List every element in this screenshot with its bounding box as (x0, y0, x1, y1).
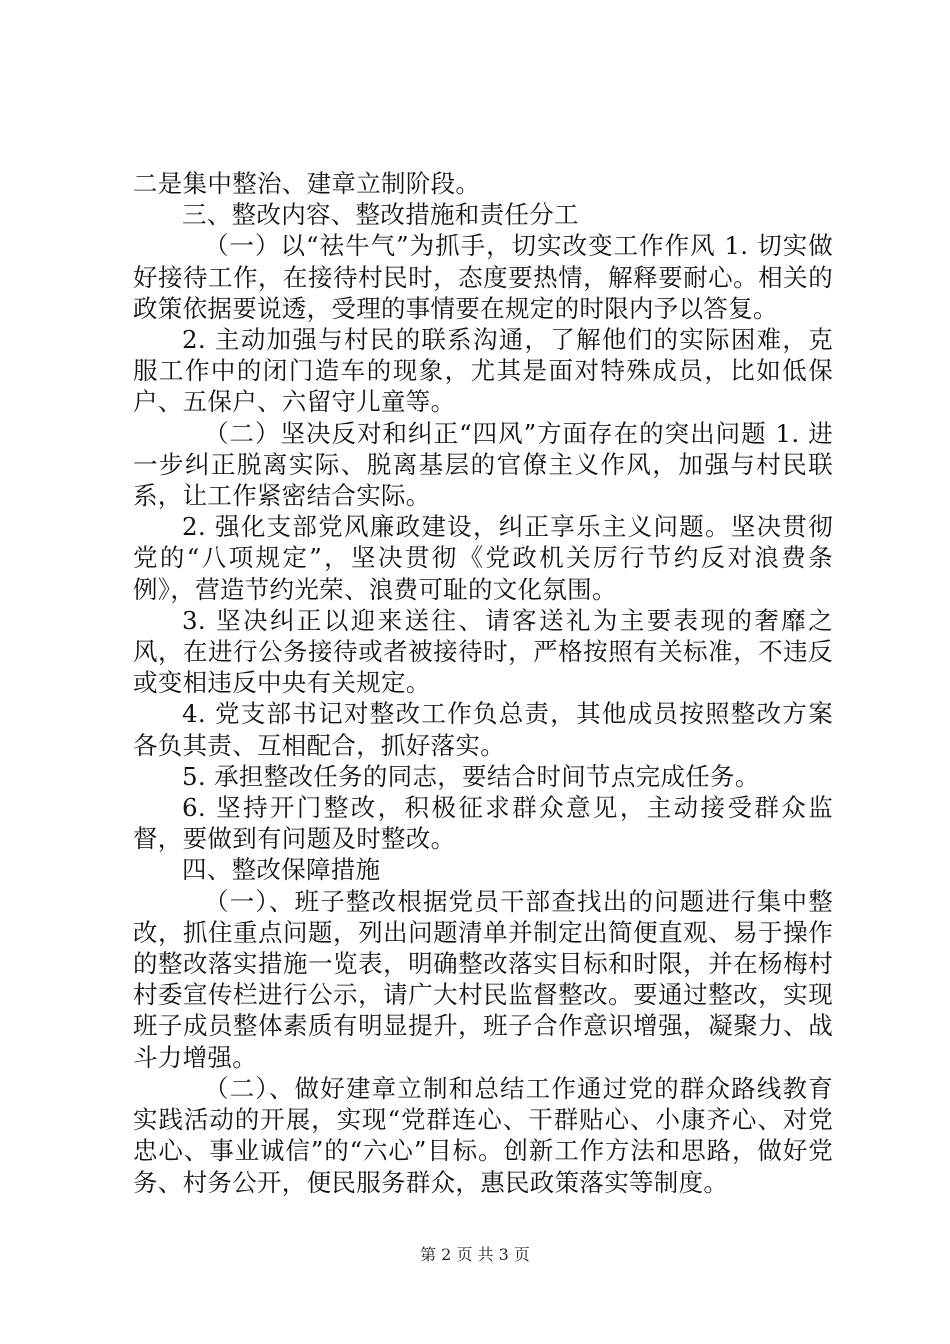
paragraph-item-1-1: （一）以“祛牛气”为抓手，切实改变工作作风 1. 切实做好接待工作，在接待村民时，态度要热情，解释要耐心。相关的政策依据要说透，受理的事情要在规定的时限内予以答复。 (133, 231, 833, 323)
section-heading-four: 四、整改保障措施 (182, 855, 381, 885)
paragraph-item-2-5: 5. 承担整改任务的同志，要结合时间节点完成任务。 (182, 761, 760, 791)
page-footer: 第 2 页 共 3 页 (420, 1245, 530, 1264)
paragraph-item-1-2: 2. 主动加强与村民的联系沟通，了解他们的实际困难，克服工作中的闭门造车的现象，尤其是面对特殊成员，比如低保户、五保户、六留守儿童等。 (133, 325, 833, 417)
paragraph-item-2-4: 4. 党支部书记对整改工作负总责，其他成员按照整改方案各负其责、互相配合，抓好落实。 (133, 699, 833, 760)
document-body (133, 168, 833, 1198)
paragraph-item-2-3: 3. 坚决纠正以迎来送往、请客送礼为主要表现的奢靡之风，在进行公务接待或者被接待时，严格按照有关标准，不违反或变相违反中央有关规定。 (133, 605, 833, 698)
section-heading-three: 三、整改内容、整改措施和责任分工 (182, 200, 579, 230)
paragraph-item-2-1: （二）坚决反对和纠正“四风”方面存在的突出问题 1. 进一步纠正脱离实际、脱离基层的官僚主义作风，加强与村民联系，让工作紧密结合实际。 (133, 418, 833, 511)
paragraph-guarantee-2: （二）、做好建章立制和总结工作通过党的群众路线教育实践活动的开展，实现“党群连心、干群贴心、小康齐心、对党忠心、事业诚信”的“六心”目标。创新工作方法和思路，做好党务、村务公开，便民服务群众，惠民政策落实等制度。 (133, 1073, 833, 1197)
paragraph-item-2-2: 2. 强化支部党风廉政建设，纠正享乐主义问题。坚决贯彻党的“八项规定”，坚决贯彻《党政机关厉行节约反对浪费条例》，营造节约光荣、浪费可耻的文化氛围。 (133, 512, 833, 604)
paragraph-guarantee-1: （一）、班子整改根据党员干部查找出的问题进行集中整改，抓住重点问题，列出问题清单并制定出简便直观、易于操作的整改落实措施一览表，明确整改落实目标和时限，并在杨梅村村委宣传栏进行公示，请广大村民监督整改。要通过整改，实现班子成员整体素质有明显提升，班子合作意识增强，凝聚力、战斗力增强。 (133, 886, 833, 1072)
paragraph-stage-two: 二是集中整治、建章立制阶段。 (133, 169, 481, 198)
paragraph-item-2-6: 6. 坚持开门整改，积极征求群众意见，主动接受群众监督，要做到有问题及时整改。 (133, 793, 833, 854)
